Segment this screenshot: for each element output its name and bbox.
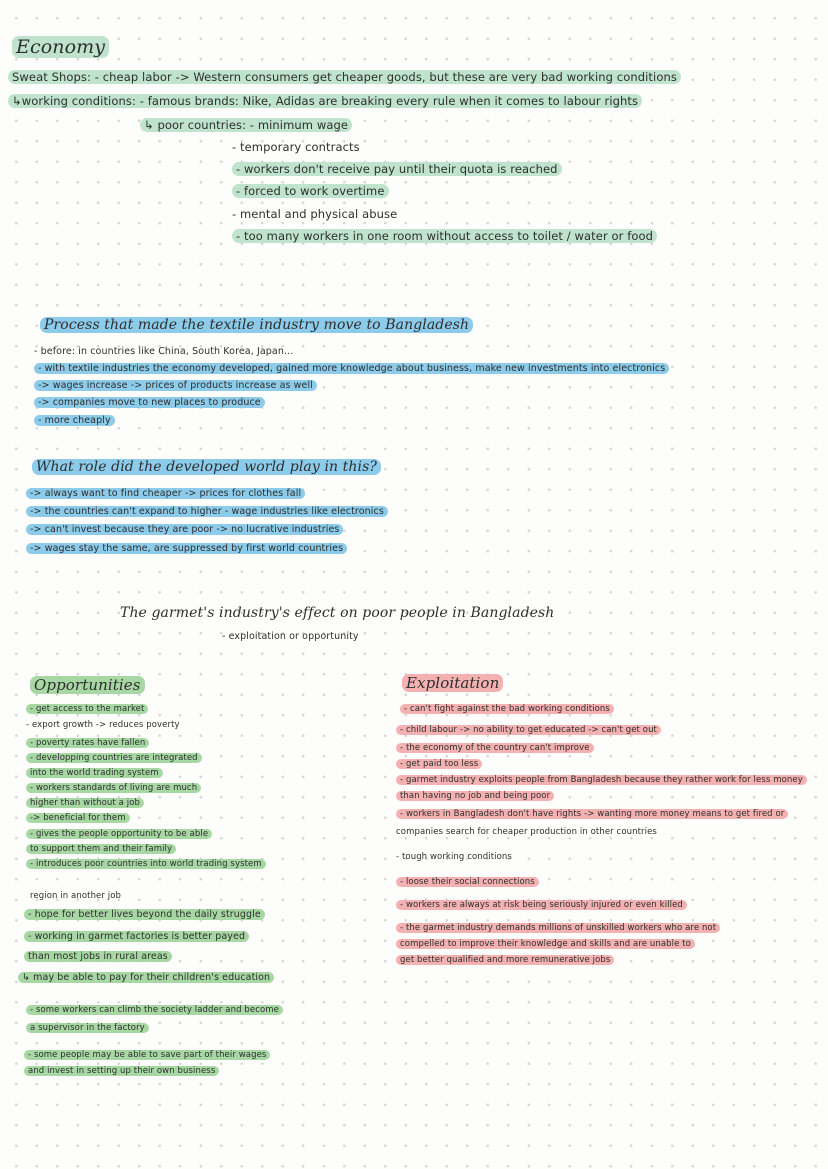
opportunity-item: than most jobs in rural areas [24,950,172,963]
developed-world-item: -> wages stay the same, are suppressed by first world countries [26,542,347,555]
economy-item: - too many workers in one room without access to toilet / water or food [232,229,657,244]
exploitation-item: - can't fight against the bad working conditions [400,703,614,715]
effect-subtitle: - exploitation or opportunity [222,631,359,642]
opportunity-item: a supervisor in the factory [26,1022,149,1034]
developed-world-item: -> always want to find cheaper -> prices for clothes fall [26,487,305,500]
exploitation-item: - loose their social connections [396,876,539,888]
opportunity-item: -> beneficial for them [26,812,130,824]
working-conditions-line: ↳working conditions: - famous brands: Nike, Adidas are breaking every rule when it comes to labour rights [8,94,642,109]
opportunity-item: ↳ may be able to pay for their children's education [18,971,274,984]
opportunity-item: to support them and their family [26,843,176,855]
opportunity-item: - hope for better lives beyond the daily struggle [24,908,265,921]
opportunity-item: and invest in setting up their own business [24,1065,219,1077]
process-item: -> wages increase -> prices of products increase as well [34,379,317,392]
process-title: Process that made the textile industry move to Bangladesh [40,318,473,333]
developed-world-item: -> can't invest because they are poor -> no lucrative industries [26,523,343,536]
developed-world-title: What role did the developed world play in this? [32,460,381,475]
opportunity-item: - get access to the market [26,703,148,715]
opportunity-item: into the world trading system [26,767,163,779]
exploitation-item: - the garmet industry demands millions of unskilled workers who are not [396,922,720,934]
exploitation-item: - tough working conditions [396,852,512,862]
effect-title: The garmet's industry's effect on poor people in Bangladesh [120,605,555,621]
developed-world-item: -> the countries can't expand to higher - wage industries like electronics [26,505,388,518]
poor-countries-line: ↳ poor countries: - minimum wage [140,118,352,133]
opportunity-item: higher than without a job [26,797,144,809]
process-item: -> companies move to new places to produce [34,396,265,409]
economy-title: Economy [12,40,109,55]
opportunity-item: - poverty rates have fallen [26,737,149,749]
exploitation-item: - workers in Bangladesh don't have rights -> wanting more money means to get fired or [396,808,788,820]
opportunity-item: - export growth -> reduces poverty [26,720,180,730]
opportunities-title: Opportunities [30,678,145,693]
economy-item: - workers don't receive pay until their quota is reached [232,162,562,177]
opportunity-item: - gives the people opportunity to be able [26,828,212,840]
sweatshops-line: Sweat Shops: - cheap labor -> Western consumers get cheaper goods, but these are very bad working conditions [8,70,681,85]
economy-item: - forced to work overtime [232,184,389,199]
exploitation-item: - garmet industry exploits people from Bangladesh because they rather work for less money [396,774,807,786]
exploitation-title: Exploitation [402,676,503,691]
process-item: - more cheaply [34,414,115,427]
opportunity-item: - introduces poor countries into world trading system [26,858,266,870]
opportunity-item: - some people may be able to save part of their wages [24,1049,270,1061]
exploitation-item: companies search for cheaper production in other countries [396,827,657,837]
exploitation-item: than having no job and being poor [396,790,554,802]
opportunity-item: - working in garmet factories is better payed [24,930,249,943]
exploitation-item: get better qualified and more remunerative jobs [396,954,614,966]
opportunity-item: - workers standards of living are much [26,782,201,794]
process-item: - with textile industries the economy developed, gained more knowledge about business, make new investments into electronics [34,362,669,375]
exploitation-item: compelled to improve their knowledge and skills and are unable to [396,938,695,950]
opportunity-item: - developping countries are integrated [26,752,202,764]
economy-item: - temporary contracts [232,140,360,154]
economy-item: - mental and physical abuse [232,207,398,221]
exploitation-item: - the economy of the country can't improve [396,742,594,754]
exploitation-item: - child labour -> no ability to get educated -> can't get out [396,724,661,736]
opportunity-item: - some workers can climb the society ladder and become [26,1004,283,1016]
process-item: - before: in countries like China, South Korea, Japan... [34,346,294,357]
exploitation-item: - workers are always at risk being seriously injured or even killed [396,899,687,911]
exploitation-item: - get paid too less [396,758,482,770]
opportunity-item: region in another job [30,891,122,901]
